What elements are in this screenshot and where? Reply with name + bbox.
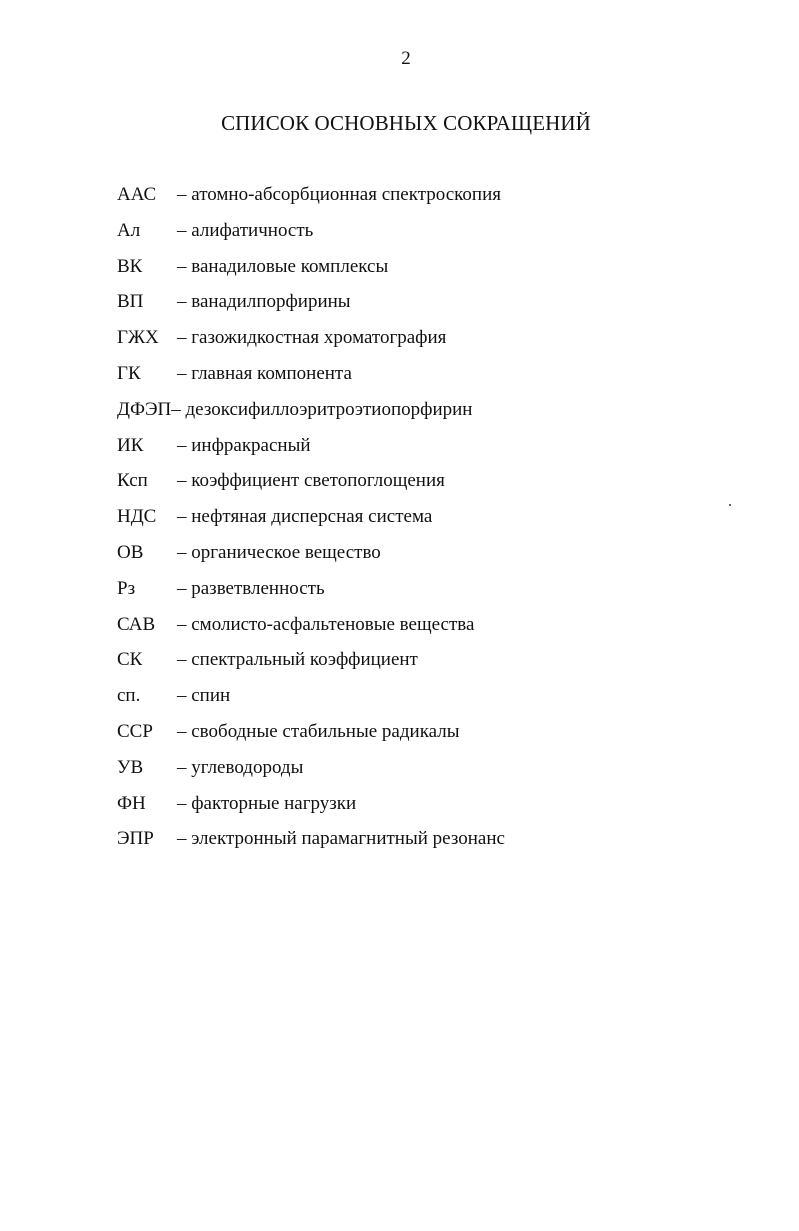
abbreviation-definition: – спин (177, 685, 231, 707)
abbreviation-definition: – главная компонента (177, 362, 352, 384)
abbreviation-definition: – органическое вещество (177, 541, 381, 563)
abbreviation-term: ФН (117, 792, 146, 814)
abbreviation-definition: – атомно-абсорбционная спектроскопия (177, 184, 501, 205)
abbreviation-definition: – алифатичность (177, 219, 314, 241)
abbreviation-definition: – дезоксифиллоэритроэтиопорфирин (171, 398, 473, 420)
page-title: СПИСОК ОСНОВНЫХ СОКРАЩЕНИЙ (221, 111, 591, 135)
abbreviation-term: ГЖХ (117, 327, 159, 349)
abbreviation-row (117, 432, 505, 468)
abbreviation-row (117, 253, 505, 289)
abbreviation-term: УВ (117, 756, 144, 778)
abbreviation-term: сп. (117, 685, 141, 707)
abbreviation-definition: – коэффициент светопоглощения (177, 470, 445, 492)
abbreviation-term: ЭПР (117, 828, 154, 850)
abbreviation-row (117, 682, 505, 718)
abbreviation-row (117, 790, 505, 826)
abbreviation-row (117, 360, 505, 396)
abbreviation-term: ВК (117, 255, 143, 277)
abbreviation-definition: – ванадиловые комплексы (177, 255, 389, 277)
abbreviation-row (117, 539, 505, 575)
abbreviation-term: ДФЭП (117, 398, 172, 420)
abbreviation-definition: – углеводороды (177, 756, 304, 778)
abbreviation-definition: – ванадилпорфирины (177, 291, 351, 313)
abbreviation-row (117, 611, 505, 647)
abbreviation-row (117, 467, 505, 503)
scan-speck (729, 504, 731, 506)
abbreviation-definition: – нефтяная дисперсная система (177, 506, 433, 528)
abbreviation-term: ГК (117, 362, 141, 384)
abbreviation-term: ВП (117, 291, 144, 313)
abbreviation-definition: – смолисто-асфальтеновые вещества (177, 613, 475, 635)
abbreviation-list (117, 181, 505, 861)
page-number: 2 (401, 48, 411, 69)
abbreviation-term: САВ (117, 613, 156, 635)
abbreviation-definition: – свободные стабильные радикалы (177, 720, 460, 742)
abbreviation-definition: – инфракрасный (177, 434, 311, 456)
abbreviation-row (117, 181, 505, 217)
abbreviation-row (117, 396, 505, 432)
abbreviation-row (117, 575, 505, 611)
abbreviation-term: СК (117, 649, 143, 671)
abbreviation-definition: – электронный парамагнитный резонанс (177, 828, 505, 850)
abbreviation-row (117, 217, 505, 253)
abbreviation-row (117, 324, 505, 360)
abbreviation-row (117, 503, 505, 539)
abbreviation-row (117, 646, 505, 682)
abbreviation-term: ААС (117, 184, 157, 205)
abbreviation-term: Ал (117, 219, 141, 241)
abbreviation-row (117, 754, 505, 790)
abbreviation-term: ОВ (117, 541, 144, 563)
abbreviation-definition: – факторные нагрузки (177, 792, 357, 814)
abbreviation-row (117, 825, 505, 861)
abbreviation-definition: – разветвленность (177, 577, 325, 599)
abbreviation-definition: – газожидкостная хроматография (177, 327, 447, 349)
abbreviation-term: НДС (117, 506, 157, 528)
abbreviation-row (117, 718, 505, 754)
abbreviation-term: Рз (117, 577, 136, 599)
abbreviation-row (117, 288, 505, 324)
abbreviation-definition: – спектральный коэффициент (177, 649, 418, 671)
abbreviation-term: ИК (117, 434, 144, 456)
abbreviation-term: ССР (117, 720, 153, 742)
abbreviation-term: Ксп (117, 470, 148, 492)
